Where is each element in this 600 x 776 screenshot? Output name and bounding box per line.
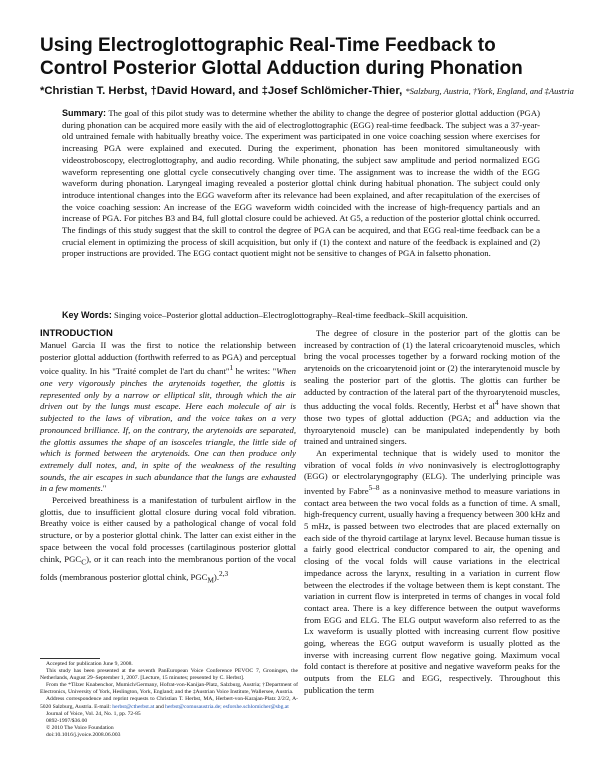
footnote-accepted: Accepted for publication June 9, 2008. bbox=[46, 661, 133, 667]
footnote-issn: 0892-1997/$36.00 bbox=[46, 717, 88, 724]
intro-paragraph-1 bbox=[40, 340, 296, 495]
keywords bbox=[62, 310, 540, 321]
right-p2-text: An experimental technique that is widely used to monitor the vibration of vocal folds bbox=[304, 447, 560, 470]
summary-abstract bbox=[58, 108, 540, 260]
summary-label: Summary: bbox=[62, 108, 107, 118]
article-title: Using Electroglottographic Real-Time Feedback to Control Posterior Glottal Adduction during Phonation bbox=[40, 35, 523, 79]
email-link-2[interactable]: herbst@comusaustria.de; esforshe.schlomicher@sbg.at bbox=[165, 703, 289, 710]
pgc-c-sub: C bbox=[81, 558, 87, 567]
right-paragraph-1 bbox=[304, 328, 560, 448]
intro-p2-text: Perceived breathiness is a manifestation of turbulent airflow in the glottis, due to insufficient glottal closure during vocal fold vibration. Breathy voice is either caused by a pathological change of vocal fold structure, or by a posterior glottal chink. The latter can exist either in the space between the vocal fold processes (cartilaginous posterior glottal chink, PGC bbox=[40, 495, 296, 564]
garcia-quote: When one very vigorously pinches the arytenoids together, the glottis is represented only by a narrow or elliptical slit, through which the air driven out by the lungs must escape. Here each molecule of air is subjected to the laws of vibration, and the voice takes on a very pronounced brilliance. If, on the contrary, the arytenoids are separated, the glottis assumes the shape of an isosceles triangle, the little side of which is formed between the arytenoids. One can then produce only extremely dull notes, and, in spite of the weakness of the resulting sounds, the air escapes in such abundance that the lungs are exhausted in a few moments bbox=[40, 366, 296, 494]
intro-p1-text-b: he writes: " bbox=[233, 366, 277, 377]
intro-p1-end: ." bbox=[100, 483, 107, 494]
intro-p1-text: Manuel Garcia II was the first to notice the relationship between posterior glottal adduction (forthwith referred to as PGA) and perceptual voice quality. In his "Traité complet de l'art du chant" bbox=[40, 340, 296, 377]
footnote-address-and: and bbox=[154, 703, 166, 710]
author-herbst: *Christian T. Herbst, bbox=[40, 85, 148, 97]
right-column bbox=[304, 328, 560, 697]
pgc-m-sub: M bbox=[207, 576, 214, 585]
ref-sup-4: 4 bbox=[494, 399, 499, 408]
right-p2-text-c: as a noninvasive method to measure variations in contact area between the two vocal folds as a function of time. A small, high-frequency current, usually having a frequency between 300 kHz and 5 mHz, is passed between two electrodes that are placed externally on each side of the thyroid cartilage at larynx level. Because human tissue is a fairly good electrical conductor compared to air, the opening and closing of the vocal folds will cause variations in the electrical impedance across the larynx, resulting in a variation in current flow between the electrodes if the voltage between them is kept constant. The variation in current flow is interpreted in terms of changes in vocal fold contact area. There is a key difference between the output waveforms from EGG and ELG. The ELG output waveform also referred to as the Lx waveform is usually plotted with increasing current flow positive going, whereas the EGG output waveform is usually plotted as the inverse with increasing current flow negative going. Maximum vocal fold contact is therefore at positive and negative waveform peaks for the outputs from the ELG and EGG, respectively. Throughout this publication the term bbox=[304, 485, 560, 695]
author-schlomicher: and ‡Josef Schlömicher-Thier, bbox=[238, 85, 403, 97]
intro-p2-text-b: ), or it can reach into the membranous portion of the vocal folds (membranous posterior glottal chink, PGC bbox=[40, 553, 296, 582]
footnote-from: From the *Tilzer Knabenchor, Mumich/Germany, Hofrat-von-Kanijan-Platz, Salzburg, Austria; †Department of Electronics, University of York, Heslington, York, England; and the ‡Austrian Voice Institute, Wallersee, Austria. bbox=[40, 682, 298, 696]
summary-text: The goal of this pilot study was to determine whether the ability to change the degree of posterior glottal adduction (PGA) during phonation can be acquired more easily with the aid of electroglottographic (EGG) real-time feedback. The subject was a 37-year-old untrained female with habitually breathy voice. The experiment was participated in one voice coaching session where exercises for increasing PGA were explained and executed. During the experiment, phonation has been monitored simultaneously with videostroboscopy, electroglottography, and audio recording. While phonating, the subject saw amplitude and period normalized EGG waveform representing one glottal cycle consecutively changing over time. The assignment was to increase the width of the EGG waveform during phonation. Laryngeal imaging revealed a posterior glottal chink during habitual phonation. The subject could only introduce intentional changes into the EGG waveform after its relevance had been explained, and after recapitulation of the exercises of the voice coaching session: An increase of the EGG waveform width coincided with the increase of high-frequency partials and an increase of PGA. For pitches B3 and B4, full glottal closure could be achieved. At G5, a reduction of the posterior glottal chink occurred. The findings of this study suggest that the skill to control the degree of PGA can be acquired, and that EGG real-time feedback can be a crucial element in optimizing the process of skill acquisition, but only if (1) the context and nature of the feedback is explained and (2) proper instructions are provided. The EGG contact quotient might not be sensitive to changes of PGA in falsetto phonation. bbox=[62, 108, 541, 259]
keywords-text: Singing voice–Posterior glottal adduction–Electroglottography–Real-time feedback–Skill acquisition. bbox=[114, 310, 468, 320]
author-howard: †David Howard, bbox=[150, 85, 236, 97]
footnote-doi: doi:10.1016/j.jvoice.2008.06.003 bbox=[46, 731, 121, 738]
ref-sup-5-8: 5–8 bbox=[368, 484, 380, 493]
email-link-1[interactable]: herbst@ctherbst.at bbox=[112, 703, 155, 710]
footnotes bbox=[40, 661, 298, 739]
footnote-address-text: Address correspondence and reprint requests to Christian T. Herbst, MA, Herbert-von-Karajan-Platz 2/2/2, A-5020 Salzburg, Austria. E-mail: bbox=[40, 696, 298, 710]
right-p1-text-b: have shown that those two types of glottal adduction (PGA; and adduction via the thyroarytenoid muscle) can be manipulated independently by both trained and untrained singers. bbox=[304, 401, 560, 447]
left-column bbox=[40, 328, 296, 587]
right-paragraph-2 bbox=[304, 448, 560, 697]
right-p2-text-b: noninvasively is electroglottography (EGG) or electrolaryngography (ELG). The underlying principle was invented by Fabre bbox=[304, 459, 560, 496]
right-p1-text: The degree of closure in the posterior part of the glottis can be increased by contraction of (1) the lateral cricoarytenoid muscles, which bring the vocal processes together by a forward rocking motion of the arytenoids on the cricoarytenoid joint or (2) the interarytenoid muscle by sealing the posterior part of the glottis. The glottis can further be adducted by contraction of the lateral part of the thyroarytenoid muscles, thus adducting the vocal folds. Recently, Herbst et al bbox=[304, 328, 560, 412]
footnote-divider bbox=[40, 658, 100, 659]
footnote-copyright: © 2010 The Voice Foundation bbox=[46, 724, 114, 731]
intro-paragraph-2 bbox=[40, 495, 296, 587]
footnote-address bbox=[40, 696, 298, 710]
author-line bbox=[40, 85, 574, 97]
footnote-presented: This study has been presented at the seventh PanEuropean Voice Conference PEVOC 7, Groningen, the Netherlands, August 29–September 1, 2007. [Lecture, 15 minutes; presented by C. Herbst]. bbox=[40, 668, 298, 682]
ref-sup-1: 1 bbox=[229, 364, 234, 373]
in-vivo-italic: in vivo bbox=[397, 459, 424, 470]
author-affiliations: *Salzburg, Austria, †York, England, and ‡Austria bbox=[405, 86, 574, 96]
introduction-heading: INTRODUCTION bbox=[40, 328, 113, 339]
intro-p2-end: ). bbox=[213, 571, 219, 582]
ref-sup-2-3: 2,3 bbox=[219, 569, 229, 578]
keywords-label: Key Words: bbox=[62, 310, 112, 320]
footnote-journal: Journal of Voice, Vol. 24, No. 1, pp. 72-85 bbox=[46, 710, 141, 717]
